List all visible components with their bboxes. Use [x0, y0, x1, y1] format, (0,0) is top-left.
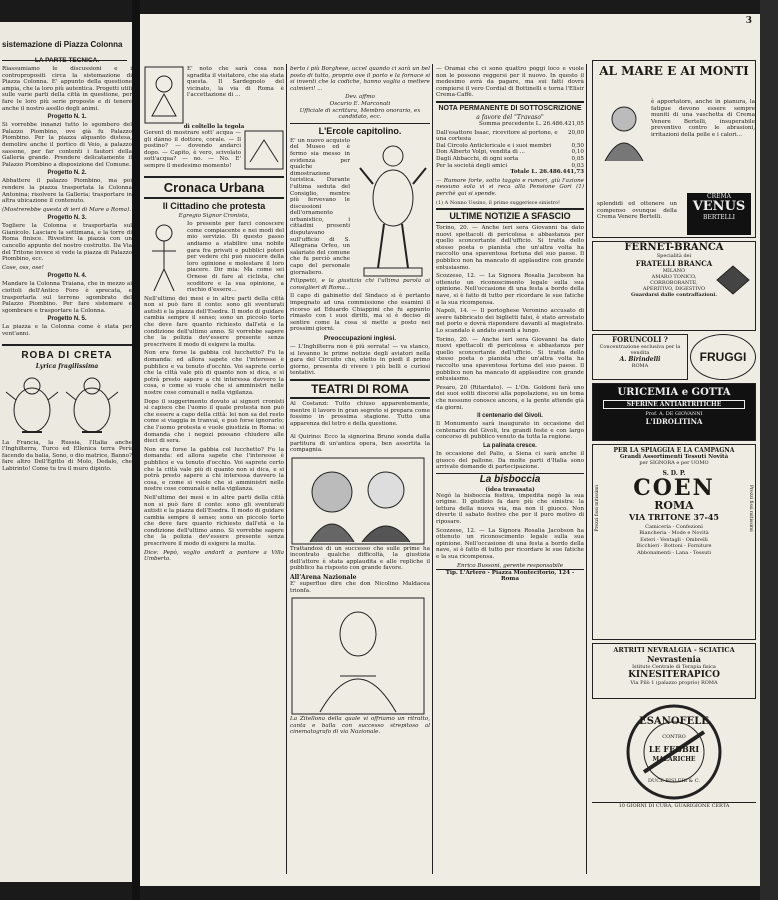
news-napoli: Napoli, 14. — Il portoghese Veronino accusato di avere fabbricato dei biglietti falsi, è stato arrestato nel porto e dovrà rispondere davanti al magistrato. Lo scandalo è andato avanti a lungo. — [436, 308, 584, 334]
cittadino-article-title: Il Cittadino che protesta — [162, 200, 266, 211]
esanofele-malariche: MALARICHE — [652, 756, 696, 763]
palinata-body: In occasione del Palio, a Siena ci sarà anche il giuoco del pallone. Da molte parti d'Italia sono arrivate domande di partecipazione. — [436, 450, 584, 471]
project-2-note: (Mostrerebbe questa di ieri di Mare a Roma). — [2, 206, 132, 213]
column-1 — [144, 14, 284, 886]
arena-nazionale-title: All'Arena Nazionale — [290, 574, 357, 582]
citizen-figure-illustration — [144, 221, 184, 295]
subscription-item: Don Alberto Volpi, vendita di ... 0,10 — [436, 149, 584, 156]
left-intro: Riassumiamo le discussioni e i contropropositi circa la sistemazione di Piazza Colonna. E' appunto della questione ampia, che la loro più autentica. Progetti utili sulle varie parti della città in questione, per fare le loro più serie proposte e di tenere anche il nostro assillo degli animi. — [2, 66, 132, 112]
ad-fruggi — [690, 334, 756, 380]
crema-venus-logo: CREMA VENUS BERTELLI — [687, 193, 751, 235]
ercole-strongman-illustration — [356, 138, 430, 278]
ad-al-mare-monti — [592, 60, 756, 238]
fernet-sub: Specialità dei — [656, 253, 692, 259]
advertisements-column — [590, 14, 758, 886]
subscription-item: Dal Circolo Anticlericale e i suoi membri 0,50 — [436, 142, 584, 149]
project-1-text: Si vorrebbe innanzi tutto lo sgombero del Palazzo Piombino, ove già fu Palazzo Piombino. Per la piazza alquanto distesa, demolire anche il portico di Veio, a palazzo sassone, per far contenti i fautori della Galleria grande. Prendere delicatamente il Palazzo Piombino a disposizione del Comune. — [2, 122, 132, 168]
ad-caption-tegola: di coltello la tegola — [183, 124, 245, 130]
coen-side-right: Prezzi fissi mitissimi — [748, 485, 753, 532]
lady-portrait-icon — [601, 101, 647, 161]
project-5-text: La piazza e la Colonna come è stata per vent'anni. — [2, 324, 132, 337]
esanofele-name: ESANOFELE — [639, 716, 709, 727]
uricemia-title: URICEMIA e GOTTA — [617, 387, 731, 398]
arena-nazionale-body: E' superfluo dire che don Nicolino Maldacea trionfa. — [290, 581, 430, 594]
artriti-title: ARTRITI NEVRALGIA - SCIATICA — [613, 646, 735, 654]
column-1-small-notes: Gerent di mostrare sott' acqua — gli dànno il dottore, corale. — Il postino? — dovendo andarci dopo. — Capito, è vero, scivolato sott'acqua? — no. — No. E' sempre il medesimo momento! — [144, 130, 241, 169]
column-3 — [436, 14, 584, 886]
project-3-text: Togliere la Colonna e trasportarla sul Gianicolo. Lasciare la settimana, e la torre di Roma finisce. Rivestire la piazza con un cancello appunto del nostro costrutto. Da Via del Tritone invece si vede la piazza di Palazzo Piombino, ecc. — [2, 223, 132, 263]
coen-product-lines — [593, 524, 755, 556]
ercole-article-title: L'Ercole capitolino. — [290, 123, 430, 136]
subscription-note: — Rumore forte, sotto taggio e rumori, giù l'azione nessuno sola vi si reca alla Pensione Gori (1) perchè qui si spende. — [436, 177, 584, 197]
esanofele-febbri: LE FEBBRI — [648, 744, 700, 754]
news-scozzese: Scozzese, 12. — La Signora Rosalia Jacobson ha ottenuto un riconoscimento legale sulla sua opinione. Nell'occasione di una festa a bordo della nave, si è fatto di tutto per ricordare le sue fatiche e la sua ricompensa. — [436, 273, 584, 306]
column-2-signature-block: Dev. affmo Oscurio E. Marconati Ufficiale di scrittura, Membro onorario, ex candidato, ecc. — [299, 94, 421, 121]
fernet-title: FERNET-BRANCA — [624, 242, 724, 253]
ad-monti-text: è apportatore, anche in pianura, la fatigue devono essere sempre muniti di una vaschetta di Crema Venere Bertelli, insuperabile preventivo contro le abrasioni, irritazioni della pelle e i calori... — [651, 99, 755, 138]
project-3-title: Progetto N. 3. — [47, 215, 87, 222]
cittadino-body: Io presente per farci conoscere come compiacente e nei modi del mio servizio. Di questo passo andiamo a stabilire una nobile gara fra privati e pubblici poteri per vedere chi può nuocere della loro opinione e molestare il loro piacere. Dir mia: Ma come sei Ornese di fare al ciclista, che scoditore e la sua opinione, a rischio d'essere... — [187, 221, 284, 294]
foruncoli-city: ROMA — [631, 363, 649, 369]
subscription-subtitle: a favore del "Travaso" — [476, 113, 544, 121]
foruncoli-sub: Concentrazione esclusiva per la vendita — [599, 344, 681, 356]
left-headline: sistemazione di Piazza Colonna — [2, 40, 123, 49]
fernet-desc-3: APERITIVO, DIGESTIVO — [642, 286, 706, 292]
cittadino-body-3: Non era forse la gabbia col lucchetto? Fu la domanda: ed allora sapete che l'interesse è pubblico e va tenuto d'occhio. Voi saprete certo che la città vale più di quanto non si dica, e si potrà presto sapere a chi interessa davvero la cosa, e come si vuole che si amministri nelle nostre cose comunali e nella vigilanza. — [144, 350, 284, 396]
cittadino-body-5: Non era forse la gabbia col lucchetto? Fu la domanda: ed allora sapete che l'interesse è pubblico e va tenuto d'occhio. Voi saprete certo che la città vale più di quanto non si dica, e si potrà presto sapere a chi interessa davvero la cosa, e come si vuole che si amministri nelle nostre cose comunali e nella vigilanza. — [144, 446, 284, 493]
zitellona-portrait-illustration — [290, 596, 426, 716]
ercole-body-2: Il capo di gabinetto del Sindaco si è pertanto impegnato ad una commissione che esamini il ricorso ad Eduardo Chiappini che fu appunto rimasto con i suoi diritti, ma si è deciso di sentire come la cosa si mette a posto nei prossimi giorni. — [290, 293, 430, 333]
cittadino-body-6: Nell'ultimo dei mesi e in altre parti della città non si può fare il conto: sono gli sventurati autisti e la piazza dell'Esedra. Il modo di guidare cambia sempre il senso; sono un piccolo torto che deve fare quanto richiesto dall'età e la condizione dell'ultimo anno. Si vorrebbe sapere che la polizia dev'essere presente senza prescrivere il modo di esigere la multa. — [144, 494, 284, 548]
foruncoli-name: A. Birindelli — [619, 356, 661, 363]
ad-foruncoli — [592, 334, 688, 380]
book-edge — [760, 0, 778, 900]
esanofele-contro: CONTRO — [662, 734, 686, 740]
bisboccia-body: Negò la bisboccia festiva, impedita negò la sua origine. Il giudizio fa dare più che sinistra: la lettura della nuova via, ma non il giuoco. Non diverte il sabato festivo che per il puro motivo di riposare. — [436, 492, 584, 526]
fernet-warning: Guardarsi dalle contraffazioni. — [631, 292, 717, 298]
uricemia-maker: Prof. A. DE GIOVANNI — [645, 411, 703, 417]
fruggi-logo: FRUGGI — [699, 350, 747, 364]
uricemia-sub: SFERINE ANTIARTRITICHE — [603, 400, 745, 409]
centenary-title: Il centenario del Givoli. — [477, 413, 543, 420]
fernet-desc-2: CORROBORANTE, — [650, 280, 698, 286]
left-page — [0, 22, 132, 882]
column-1-notes-top: E' noto che sarà cosa non sgradita il visitatore, che sia stata questa. Il Sardegnolo del vicinato, la via di Roma è l'accettazione di ... — [187, 66, 284, 99]
esanofele-footer: 10 GIORNI DI CURA, GUARIGIONE CERTA — [592, 802, 756, 809]
preoccupazioni-body: — L'Inghilterra non è più serrata! — va stanco, si levanno le prime notizie degli aviatori nella gara del Circuito che, eletto in piedi il primo giorno, presenta di vivere i più belli e curiosi tentativi. — [290, 343, 430, 377]
ad-monti-title: AL MARE E AI MONTI — [599, 64, 749, 78]
artriti-institute: Istituto Centrale di Terapia fisica — [632, 664, 716, 670]
coen-city: ROMA — [654, 499, 694, 512]
uricemia-product: L'IDROLITINA — [645, 417, 703, 426]
column-2 — [290, 14, 430, 886]
ercole-caption: Filippetti, e la giustizia chi l'ultima parola ai consiglieri di Roma... — [290, 278, 430, 291]
coen-line: Bicchieri - Bottoni - Forniture — [636, 543, 712, 550]
ad-uricemia-gotta — [592, 383, 756, 441]
eagle-emblem-icon — [715, 262, 751, 298]
fernet-desc-1: AMARO TONICO, — [651, 274, 697, 280]
coen-line: Camiceria - Confezioni — [645, 524, 703, 530]
coen-logo: COEN — [633, 475, 715, 501]
news-pesaro: Pesaro, 20 (Ritardato). — L'On. Goldoni farà uno dei suoi soliti discorsi alla popolazione, su un tema che nessuno conosce ancora, e la gente attende già da giorni. — [436, 384, 584, 411]
cittadino-signature: Dice: Pepò, voglio andarli a pantare a Villa Umberto. — [144, 549, 284, 563]
news-napoli-cont: Torino, 20. — Anche ieri sera Giovanni ha dato nuovi spettacoli di pericolosa e abbastanza per quello sconcertante dell'ufficio. Si tratta dello stesso poeta o pianista che un'altra volta ha raccolto una spaventosa fortuna del suo paese. Il pubblico non ha mancato di applaudire con grande entusiasmo. — [436, 336, 584, 383]
teatri-body-2: Trattandosi di un successo che sulle prime ha incontrato qualche difficoltà, la giustizia dell'attore è stata applaudita e alle repliche il pubblico ha risposto con grande favore. — [290, 545, 430, 572]
spiaggia-sub: Grandi Assortimenti Tessuti Novità — [619, 454, 729, 460]
project-2-title: Progetto N. 2. — [47, 170, 87, 177]
subscription-title: NOTA PERMANENTE DI SOTTOSCRIZIONE — [436, 101, 584, 112]
column-2-poem-top: berto i più Borghese, uccel quando ci sarà un bel posto di tutto, proprio ove il porto e la fornace si si inventi che la codiche, hanno voglia a mettere calmieri! ... — [290, 66, 430, 92]
centenary-body: Il Monumento sarà inaugurato in occasione del centenario del Givoli, tra grandi feste e con largo concorso di pubblico venuto da tutta la regione. — [436, 421, 584, 441]
coen-top: S. D. P. — [662, 470, 686, 477]
artriti-sub: Nevrastenia — [647, 654, 701, 664]
foruncoli-title: FORUNCOLI ? — [612, 335, 668, 344]
project-3-quote: Cose, oss, ose! — [2, 264, 44, 271]
coen-address: VIA TRITONE 37-45 — [629, 512, 719, 522]
subscription-item: Dagli Abbacchi, di ogni sorta 0,05 — [436, 155, 584, 162]
article-salutation: Egregio Signor Cronista, — [178, 212, 250, 219]
project-4-text: Mandare la Colonna Traiana, che in mezzo ai ciottoli dell'Antico Foro è sprecata, e trasportarla sul terreno sgombrato del Palazzo Piombino. Per fare sistemare e sgombrare e trasportare la Colonna. — [2, 281, 132, 314]
bisboccia-title: La bisboccia — [436, 473, 584, 485]
theatre-couple-illustration — [290, 456, 426, 546]
feature-title: ROBA DI CRETA — [21, 349, 113, 361]
subscription-list — [436, 130, 584, 170]
ad-fernet-branca — [592, 241, 756, 331]
coen-line: Abbonamenti - Lana - Tessuti — [637, 549, 711, 556]
spiaggia-sub-2: per SIGNORA e per UOMO — [639, 460, 709, 466]
ercole-body: E' un nuovo acquisto del Museo ed è fermo sia messo in evidenza per qualche dimostrazione turistica. Durante l'ultima seduta del Consiglio, mentre più fervevano le discussioni dell'ornamento urbanistico, i cittadini presenti disputavano sull'ufficio di S. Allegrana Orfeo, un salariato del comune che fu perciò anche capo del personale giornaliero. — [290, 137, 350, 276]
artriti-address: Via Pilò 1 (palazzo proprio) ROMA — [630, 680, 718, 686]
pottery-figures-illustration — [2, 370, 127, 440]
page-gutter — [132, 0, 140, 900]
ad-kinesiterapico — [592, 643, 756, 699]
subscription-previous: Somma precedente L. 26.486.421,05 — [479, 120, 584, 127]
column-3-top-text: — Oramai che ci sono quattro poggi loco e vuole non le possono reggersi per il nuovo. In questo il medesimo avrà da pagare, ma sui fatti dovrà compiersi il vero Cordial di Bottinelli e torna l'Elisir Crema-Caffè. — [436, 66, 584, 99]
coen-line: Biancheria - Mode e Novità — [639, 530, 709, 537]
ultime-notizie-heading: ULTIME NOTIZIE A SFASCIO — [436, 208, 584, 223]
bisboccia-body-2: Scozzese, 12. — La Signora Rosalia Jacobson ha ottenuto un riconoscimento legale sulla sua opinione. Nell'occasione di una festa a bordo della nave, si è fatto di tutto per ricordare le sue fatiche e la sua ricompensa. — [436, 527, 584, 561]
subscription-footnote: (1) A Nonno Ussino, il primo suggerisce sinistro! — [436, 199, 560, 206]
feature-poem: La Francia, la Russia, l'Italia anche l'Inghilterra, Turco ed Ellenica terra Perù facendo da balia, Sono, o dio matrice, Banno? fare altro Dell'Egitto di Molo, Dedalo, che Labirinto! Come tu tra il muro dipinto. — [2, 439, 132, 472]
preoccupazioni-title: Preoccupazioni inglesi. — [323, 334, 397, 342]
feature-subtitle: Lyrica fragilissima — [35, 362, 99, 370]
ad-row-foruncoli-fruggi — [592, 334, 756, 380]
bisboccia-subtitle: (idea travasata) — [485, 486, 535, 493]
printer-line: Tip. L'Artero - Piazza Montecitorio, 124 - Roma — [436, 569, 584, 582]
fernet-maker: FRATELLI BRANCA — [635, 259, 713, 268]
ad-monti-caption: splendidi ed ottenere un compenso ovunque della Crema Venere Bertelli. — [597, 201, 677, 221]
cartoon-vignette-top — [144, 66, 184, 124]
news-torino: Torino, 20. — Anche ieri sera Giovanni ha dato nuovi spettacoli di pericolosa e abbastanza per quello sconcertante dell'ufficio. Si tratta dello stesso poeta o pianista che un'altra volta ha raccolto una spaventosa fortuna del suo paese. Il pubblico non ha mancato di applaudire con grande entusiasmo. — [436, 225, 584, 271]
right-page — [140, 14, 760, 886]
teatri-body: Al Costanzi: Tutto chiuso apparentemente, mentre il lavoro in gran segreto si prepara come fossimo in prossima stagione. Tutto una apparenza del tetro e della questione. Al Quirino: Ecco la signorina Bruno sonda dalla partitura di un'antica opera, ben assortita la compagnia. — [290, 400, 430, 454]
ad-coen-roma — [592, 444, 756, 640]
ad-esanofele — [592, 702, 756, 820]
esanofele-ring-text: DUCE BISLERI & C. — [648, 778, 700, 784]
project-4-title: Progetto N. 4. — [47, 273, 87, 280]
subscription-item: Dall'esattore Isaac, ricevitore al portone, e una cortesia 20,00 — [436, 129, 584, 143]
spiaggia-title: PER LA SPIAGGIA E LA CAMPAGNA — [613, 447, 735, 454]
zitellona-caption: La Zitellona della quale vi offriamo un ritratto, canta e balla con successo strepitoso al cinematografo di via Nazionale. — [290, 716, 430, 736]
cartoon-vignette-small — [244, 130, 284, 170]
project-1-title: Progetto N. 1. — [47, 114, 87, 121]
gerente-credit: Enrico Bussoni, gerente responsabile — [456, 562, 564, 569]
teatri-heading: TEATRI DI ROMA — [290, 379, 430, 399]
cittadino-body-2: Nell'ultimo dei mesi e in altre parti della città non si può fare il conto: sono gli sventurati autisti e la piazza dell'Esedra. Il modo di guidare cambia sempre il senso; sono un piccolo torto che deve fare quanto richiesto dall'età e la condizione dell'ultimo anno. Si vorrebbe sapere che la polizia dev'essere presente senza prescrivere il modo di esigere la multa. — [144, 295, 284, 348]
kinesiterapico-name: KINESITERAPICO — [628, 670, 720, 680]
cronaca-urbana-heading: Cronaca Urbana — [144, 176, 284, 199]
coen-side-left: Prezzi fissi mitissimi — [595, 485, 600, 532]
subscription-total: Totale L. 26.486.441,73 — [510, 169, 584, 176]
project-2-text: Abbattere il palazzo Piombino, ma poi rendere la piazza trasportata la Colonna Antonina; risolvere la Galleria; trasportare in altra ubicazione il contenuto. — [2, 178, 132, 205]
project-5-title: Progetto N. 5. — [47, 316, 87, 323]
palinata-title: La palinata cresce. — [483, 442, 537, 449]
cittadino-body-4: Dopo il suggerimento dovuto ai signori cronisti si capisce che l'uomo il quale protesta non può che essere a capo della città: lei non sa del resto come si viaggia in tranvai, e può forse ignorarlo; che l'uomo protesta e vuole giustizia in Roma: si domanda che i negozi possano chiudere alle dieci di sera. — [144, 398, 284, 445]
subscription-item: Per la società degli amici 0,03 — [436, 162, 584, 169]
page-number: 3 — [745, 16, 752, 26]
fernet-city: MILANO — [662, 268, 686, 274]
coen-line: Esteri - Ventagli - Ombrelli — [640, 536, 708, 543]
